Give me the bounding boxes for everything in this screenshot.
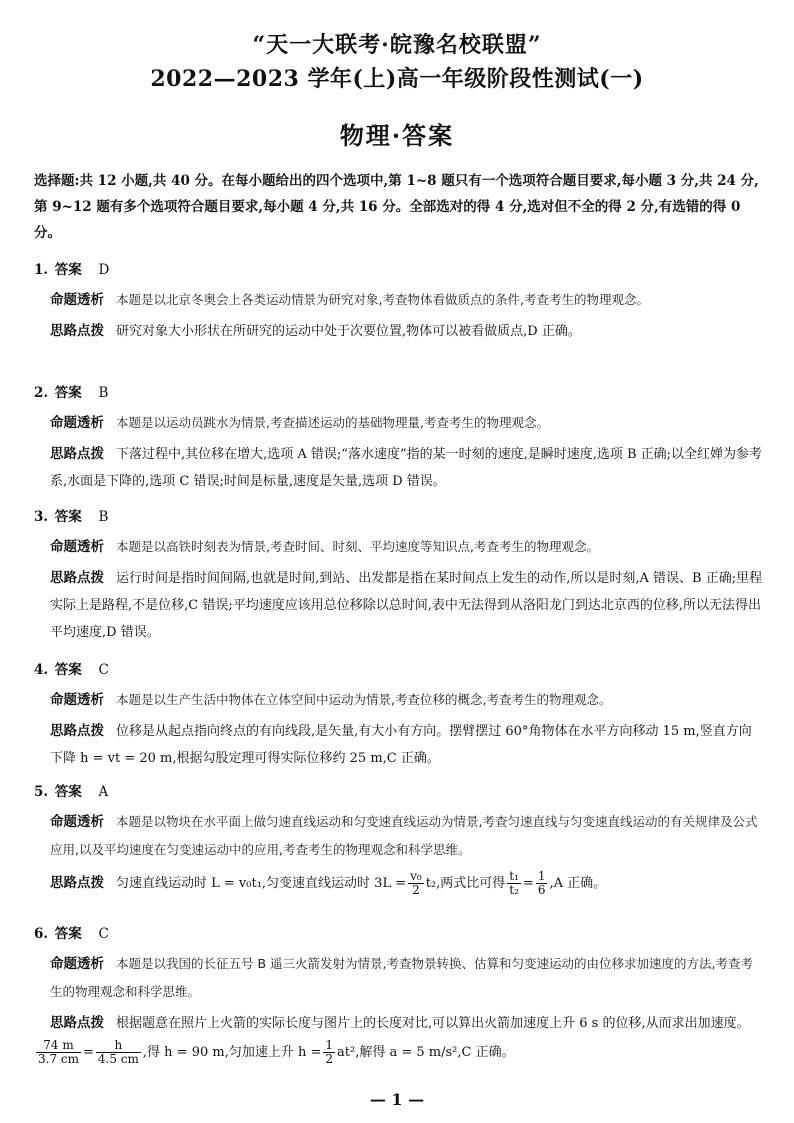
answer-choice: C — [98, 662, 109, 678]
hint-label: 思路点拨 — [50, 875, 104, 891]
question-number: 4. — [34, 662, 49, 678]
fraction-numerator: 1 — [537, 869, 546, 883]
analysis-text: 本题是以高铁时刻表为情景,考查时间、时刻、平均速度等知识点,考查考生的物理观念。 — [116, 539, 599, 554]
answer-choice: D — [98, 262, 110, 278]
fraction-denominator: t₂ — [509, 883, 519, 897]
answer-line — [34, 258, 764, 282]
hint-text-end: ,A 正确。 — [549, 876, 607, 891]
exam-union-title: “天一大联考·皖豫名校联盟” — [252, 32, 542, 58]
fraction-one-half — [323, 1039, 335, 1066]
analysis-label: 命题透析 — [50, 814, 104, 830]
fraction-74m-over-3-7cm — [36, 1039, 81, 1066]
hint-label: 思路点拨 — [50, 723, 104, 739]
answer-label: 答案 — [54, 784, 82, 800]
fraction-numerator: 74 m — [36, 1039, 81, 1053]
answer-line — [34, 780, 764, 804]
equals-sign: = — [83, 1045, 94, 1060]
hint-text-mid: ,得 h = 90 m,匀加速上升 h = — [142, 1045, 322, 1060]
analysis-row — [34, 808, 764, 864]
hint-label: 思路点拨 — [50, 1015, 104, 1031]
hint-text: 运行时间是指时间间隔,也就是时间,到站、出发都是指在某时间点上发生的动作,所以是时刻,A 错误、B 正确;里程实际上是路程,不是位移,C 错误;平均速度应该用总位移除以总时间,表中无法得到从洛阳龙门到达北京西的位移,所以无法得出平均速度,D 错误。 — [50, 571, 763, 640]
answer-choice: A — [98, 784, 109, 800]
hint-label: 思路点拨 — [50, 570, 104, 586]
answer-label: 答案 — [54, 926, 82, 942]
page-number: — 1 — — [369, 1090, 425, 1109]
answer-line — [34, 922, 764, 946]
analysis-text: 本题是以生产生活中物体在立体空间中运动为情景,考查位移的概念,考查考生的物理观念。 — [116, 692, 612, 707]
multiple-choice-instructions: 选择题:共 12 小题,共 40 分。在每小题给出的四个选项中,第 1~8 题只有一个选项符合题目要求,每小题 3 分,共 24 分,第 9~12 题有多个选项符合题目要求,每小题 4 分,共 16 分。全部选对的得 4 分,选对但不全的得 2 分,有选错的得 0 分。 — [34, 173, 759, 241]
analysis-row — [34, 533, 764, 561]
fraction-numerator: v₀ — [410, 869, 422, 883]
hint-label: 思路点拨 — [50, 323, 104, 339]
fraction-denominator: 3.7 cm — [38, 1052, 79, 1066]
fraction-numerator: 1 — [325, 1038, 334, 1052]
analysis-label: 命题透析 — [50, 956, 104, 972]
page-title: 物理·答案 — [339, 121, 455, 150]
analysis-text: 本题是以北京冬奥会上各类运动情景为研究对象,考查物体看做质点的条件,考查考生的物理观念。 — [116, 292, 649, 307]
hint-row — [34, 718, 764, 772]
answer-line — [34, 505, 764, 529]
analysis-row — [34, 686, 764, 714]
question-6 — [34, 922, 764, 1066]
fraction-numerator: h — [96, 1039, 141, 1053]
question-4 — [34, 658, 764, 772]
analysis-row — [34, 950, 764, 1006]
question-number: 6. — [34, 926, 49, 942]
answer-choice: C — [98, 926, 109, 942]
hint-row — [34, 565, 764, 646]
question-number: 5. — [34, 784, 49, 800]
analysis-text: 本题是以物块在水平面上做匀速直线运动和匀变速直线运动为情景,考查匀速直线与匀变速直线运动的有关规律及公式应用,以及平均速度在匀变速运动中的应用,考查考生的物理观念和科学思维。 — [50, 814, 758, 857]
fraction-t1-over-t2 — [507, 870, 521, 897]
hint-formula-row — [34, 1039, 764, 1066]
analysis-label: 命题透析 — [50, 292, 104, 308]
answer-line — [34, 658, 764, 682]
analysis-label: 命题透析 — [50, 539, 104, 555]
fraction-denominator: 6 — [537, 883, 546, 897]
hint-row — [34, 870, 764, 897]
hint-text-end: at²,解得 a = 5 m/s²,C 正确。 — [337, 1045, 515, 1060]
question-number: 3. — [34, 509, 49, 525]
analysis-text: 本题是以我国的长征五号 B 遥三火箭发射为情景,考查物景转换、估算和匀变速运动的由位移求加速度的方法,考查考生的物理观念和科学思维。 — [50, 956, 753, 999]
question-1 — [34, 258, 764, 345]
analysis-row — [34, 286, 764, 314]
equals-sign: = — [522, 876, 534, 891]
question-number: 2. — [34, 385, 49, 401]
hint-text: 下落过程中,其位移在增大,选项 A 错误;“落水速度”指的某一时刻的速度,是瞬时速度,选项 B 正确;以全红婵为参考系,水面是下降的,选项 C 错误;时间是标量,速度是矢量,选项 D 错误。 — [50, 447, 763, 489]
hint-row — [34, 441, 764, 495]
answer-label: 答案 — [54, 662, 82, 678]
hint-row — [34, 318, 764, 345]
hint-row — [34, 1010, 764, 1037]
answer-label: 答案 — [54, 262, 82, 278]
fraction-v0-over-2 — [408, 870, 424, 897]
question-number: 1. — [34, 262, 49, 278]
analysis-row — [34, 409, 764, 437]
fraction-denominator: 2 — [412, 883, 420, 897]
question-2 — [34, 381, 764, 495]
analysis-label: 命题透析 — [50, 692, 104, 708]
fraction-denominator: 2 — [325, 1052, 334, 1066]
fraction-denominator: 4.5 cm — [97, 1052, 139, 1066]
fraction-one-sixth — [536, 870, 548, 897]
answer-label: 答案 — [54, 509, 82, 525]
hint-text: 研究对象大小形状在所研究的运动中处于次要位置,物体可以被看做质点,D 正确。 — [116, 324, 581, 339]
answer-choice: B — [98, 385, 109, 401]
question-3 — [34, 505, 764, 646]
fraction-numerator: t₁ — [509, 869, 519, 883]
answer-choice: B — [98, 509, 109, 525]
hint-text-lead: 匀速直线运动时 L = v₀t₁,匀变速直线运动时 3L = — [116, 876, 407, 891]
answer-label: 答案 — [54, 385, 82, 401]
analysis-text: 本题是以运动员跳水为情景,考查描述运动的基础物理量,考查考生的物理观念。 — [116, 415, 549, 430]
question-5 — [34, 780, 764, 897]
hint-text-mid: t₂,两式比可得 — [425, 876, 506, 891]
fraction-h-over-4-5cm — [96, 1039, 141, 1066]
hint-text: 根据题意在照片上火箭的实际长度与图片上的长度对比,可以算出火箭加速度上升 6 s 的位移,从而求出加速度。 — [116, 1016, 750, 1031]
hint-text: 位移是从起点指向终点的有向线段,是矢量,有大小有方向。摆臂摆过 60°角物体在水平方向移动 15 m,竖直方向下降 h = vt = 20 m,根据勾股定理可得实际位移约 25 m,C 正确。 — [50, 724, 752, 766]
hint-label: 思路点拨 — [50, 446, 104, 462]
answer-line — [34, 381, 764, 405]
analysis-label: 命题透析 — [50, 415, 104, 431]
exam-session-title: 2022—2023 学年(上)高一年级阶段性测试(一) — [150, 66, 644, 92]
